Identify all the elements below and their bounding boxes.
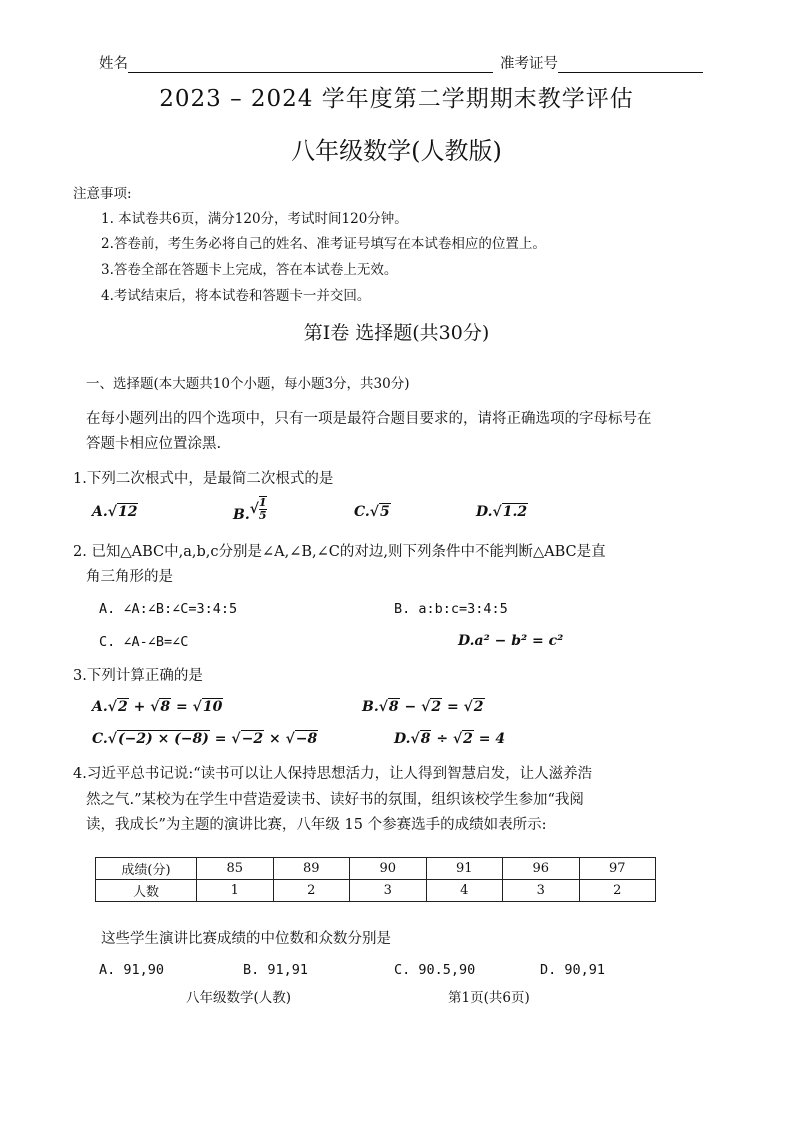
section-heading: 一、选择题(本大题共10个小题，每小题3分，共30分) — [86, 376, 410, 392]
score-table — [95, 857, 656, 902]
table-row — [96, 880, 656, 902]
q1-option-d: D.√1.2 — [476, 504, 528, 520]
q4-option-b: B. 91,91 — [243, 962, 309, 978]
table-header-cell: 成绩(分) — [96, 858, 197, 880]
q1-option-b: B.√ $\frac{1}{5}$ — [233, 496, 267, 523]
footer-page-number: 第1页(共6页) — [448, 990, 530, 1006]
note-item: 2.答卷前，考生务必将自己的姓名、准考证号填写在本试卷相应的位置上。 — [101, 236, 546, 252]
table-cell: 2 — [273, 880, 350, 902]
q3-option-a: A.√2 + √8 = √10 — [92, 699, 223, 715]
q3-stem: 3.下列计算正确的是 — [73, 668, 203, 684]
table-cell: 97 — [579, 858, 656, 880]
q2-stem-line1: 2. 已知△ABC中,a,b,c分别是∠A,∠B,∠C的对边,则下列条件中不能判断△ABC是直 — [73, 544, 606, 560]
q2-option-d: D.a² − b² = c² — [458, 633, 564, 649]
table-cell: 4 — [426, 880, 503, 902]
q2-option-c: C. ∠A-∠B=∠C — [99, 634, 189, 650]
q1-stem: 1.下列二次根式中，是最简二次根式的是 — [73, 471, 334, 487]
q4-line2: 然之气.”某校为在学生中营造爱读书、读好书的氛围，组织该校学生参加“我阅 — [86, 792, 584, 808]
table-cell: 89 — [273, 858, 350, 880]
table-cell: 3 — [503, 880, 580, 902]
q4-line1: 4.习近平总书记说:“读书可以让人保持思想活力，让人得到智慧启发，让人滋养浩 — [73, 766, 593, 782]
q1-option-c: C.√5 — [354, 504, 390, 520]
q3-option-d: D.√8 ÷ √2 = 4 — [394, 731, 506, 747]
q4-option-c: C. 90.5,90 — [394, 962, 476, 978]
exam-title: 2023 – 2024 学年度第二学期期末教学评估 — [159, 86, 634, 112]
name-field — [99, 52, 493, 73]
name-label: 姓名 — [99, 56, 128, 72]
q2-option-b: B. a:b:c=3:4:5 — [394, 601, 508, 617]
q2-option-a: A. ∠A:∠B:∠C=3:4:5 — [99, 601, 238, 617]
table-cell: 96 — [503, 858, 580, 880]
note-item: 4.考试结束后，将本试卷和答题卡一并交回。 — [101, 288, 371, 304]
instruction-line2: 答题卡相应位置涂黑. — [86, 436, 222, 452]
notes-heading: 注意事项: — [73, 186, 132, 202]
ticket-field — [500, 52, 703, 73]
q3-option-b: B.√8 − √2 = √2 — [362, 699, 484, 715]
q4-question: 这些学生演讲比赛成绩的中位数和众数分别是 — [101, 931, 391, 947]
note-item: 1. 本试卷共6页，满分120分，考试时间120分钟。 — [101, 211, 408, 227]
table-row — [96, 858, 656, 880]
table-cell: 91 — [426, 858, 503, 880]
instruction-line1: 在每小题列出的四个选项中，只有一项是最符合题目要求的，请将正确选项的字母标号在 — [86, 411, 652, 427]
note-item: 3.答卷全部在答题卡上完成，答在本试卷上无效。 — [101, 262, 398, 278]
table-cell: 1 — [197, 880, 274, 902]
exam-subtitle: 八年级数学(人教版) — [291, 137, 502, 165]
table-cell: 2 — [579, 880, 656, 902]
q4-line3: 读，我成长”为主题的演讲比赛，八年级 15 个参赛选手的成绩如表所示: — [86, 817, 547, 833]
part1-heading: 第Ⅰ卷 选择题(共30分) — [303, 322, 490, 344]
q4-option-d: D. 90,91 — [540, 962, 606, 978]
q1-option-a: A.√12 — [92, 504, 138, 520]
name-blank — [128, 58, 493, 73]
ticket-blank — [558, 58, 703, 73]
table-header-cell: 人数 — [96, 880, 197, 902]
q4-option-a: A. 91,90 — [99, 962, 165, 978]
table-cell: 3 — [350, 880, 427, 902]
q3-option-c: C.√(−2) × (−8) = √−2 × √−8 — [92, 731, 318, 747]
footer-subject: 八年级数学(人教) — [186, 990, 292, 1006]
table-cell: 90 — [350, 858, 427, 880]
table-cell: 85 — [197, 858, 274, 880]
ticket-label: 准考证号 — [500, 56, 558, 72]
q2-stem-line2: 角三角形的是 — [86, 569, 173, 585]
